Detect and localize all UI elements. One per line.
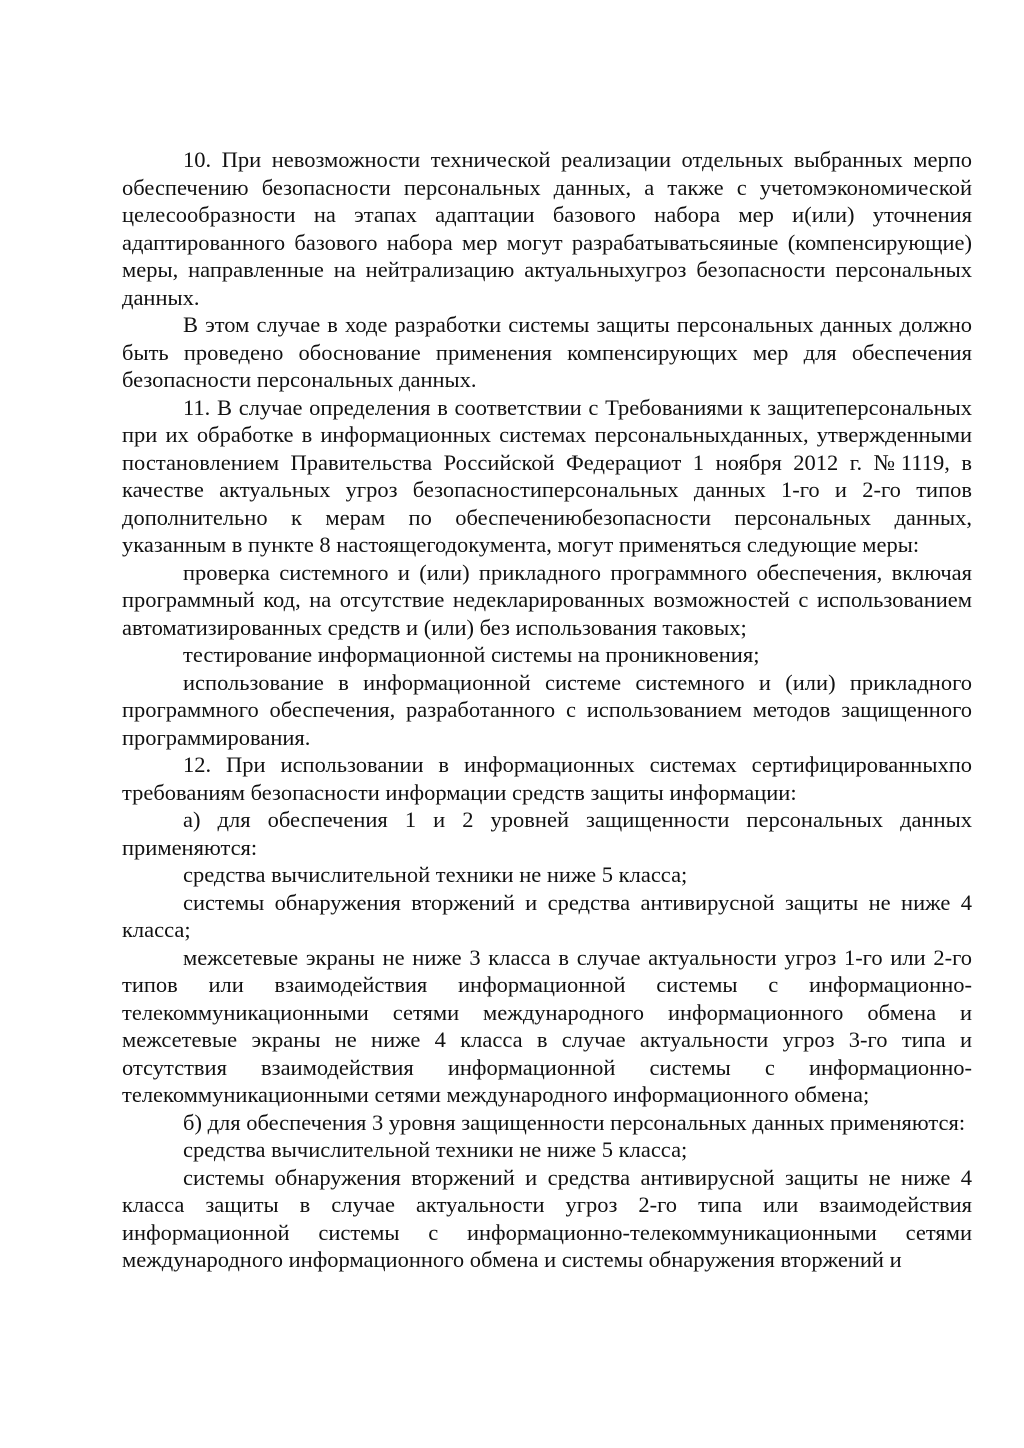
paragraph-12: 12. При использовании в информационных системах сертифицированныхпо требованиям безопасности информации средств защиты информации:: [122, 752, 972, 805]
paragraph-12a: а) для обеспечения 1 и 2 уровней защищенности персональных данных применяются:: [122, 807, 972, 860]
paragraph-12a-intrusion: системы обнаружения вторжений и средства антивирусной защиты не ниже 4 класса;: [122, 889, 972, 942]
paragraph-compensating-measures: В этом случае в ходе разработки системы защиты персональных данных должно быть проведено обоснование применения компенсирующих мер для обеспечения безопасности персональных данных.: [122, 312, 972, 392]
paragraph-penetration-testing: тестирование информационной системы на проникновения;: [183, 642, 760, 667]
paragraph-11: 11. В случае определения в соответствии с Требованиями к защитеперсональных при их обработке в информационных системах персональныхданных, утвержденными постановлением Правительства Российской Федерациoт 1 ноября 2012 г. №1119, в качестве актуальных угроз безопасностиперсональных данных 1-го и 2-го типов дополнительно к мерам по обеспечениюбезопасности персональных данных, указанным в пункте 8 настоящегодокумента, могут применяться следующие меры:: [122, 394, 972, 557]
paragraph-10: 10. При невозможности технической реализации отдельных выбранных мерпо обеспечению безопасности персональных данных, а также с учетомэкономической целесообразности на этапах адаптации базового набора мер и(или) уточнения адаптированного базового набора мер могут разрабатыватьсяиные (компенсирующие) меры, направленные на нейтрализацию актуальныхугроз безопасности персональных данных.: [122, 147, 972, 310]
paragraph-12b-intrusion: системы обнаружения вторжений и средства антивирусной защиты не ниже 4 класса защиты в случае актуальности угроз 2-го типа или взаимодействия информационной системы с информационно-телекоммуникационными сетями международного информационного обмена и системы обнаружения вторжений и: [122, 1164, 972, 1272]
paragraph-12a-firewalls: межсетевые экраны не ниже 3 класса в случае актуальности угроз 1-го или 2-го типов или взаимодействия информационной системы с информационно-телекоммуникационными сетями международного информационного обмена и межсетевые экраны не ниже 4 класса в случае актуальности угроз 3-го типа и отсутствия взаимодействия информационной системы с информационно-телекоммуникационными сетями международного информационного обмена;: [122, 944, 972, 1107]
paragraph-software-check: проверка системного и (или) прикладного программного обеспечения, включая программный код, на отсутствие недекларированных возможностей с использованием автоматизированных средств и (или) без использования таковых;: [122, 559, 972, 640]
paragraph-12a-computing: средства вычислительной техники не ниже 5 класса;: [183, 862, 688, 887]
paragraph-12b-computing: средства вычислительной техники не ниже 5 класса;: [183, 1137, 688, 1162]
document-body: [122, 146, 972, 1274]
paragraph-secure-programming: использование в информационной системе системного и (или) прикладного программного обеспечения, разработанного с использованием методов защищенного программирования.: [122, 669, 972, 750]
paragraph-12b: б) для обеспечения 3 уровня защищенности персональных данных применяются:: [183, 1109, 966, 1135]
